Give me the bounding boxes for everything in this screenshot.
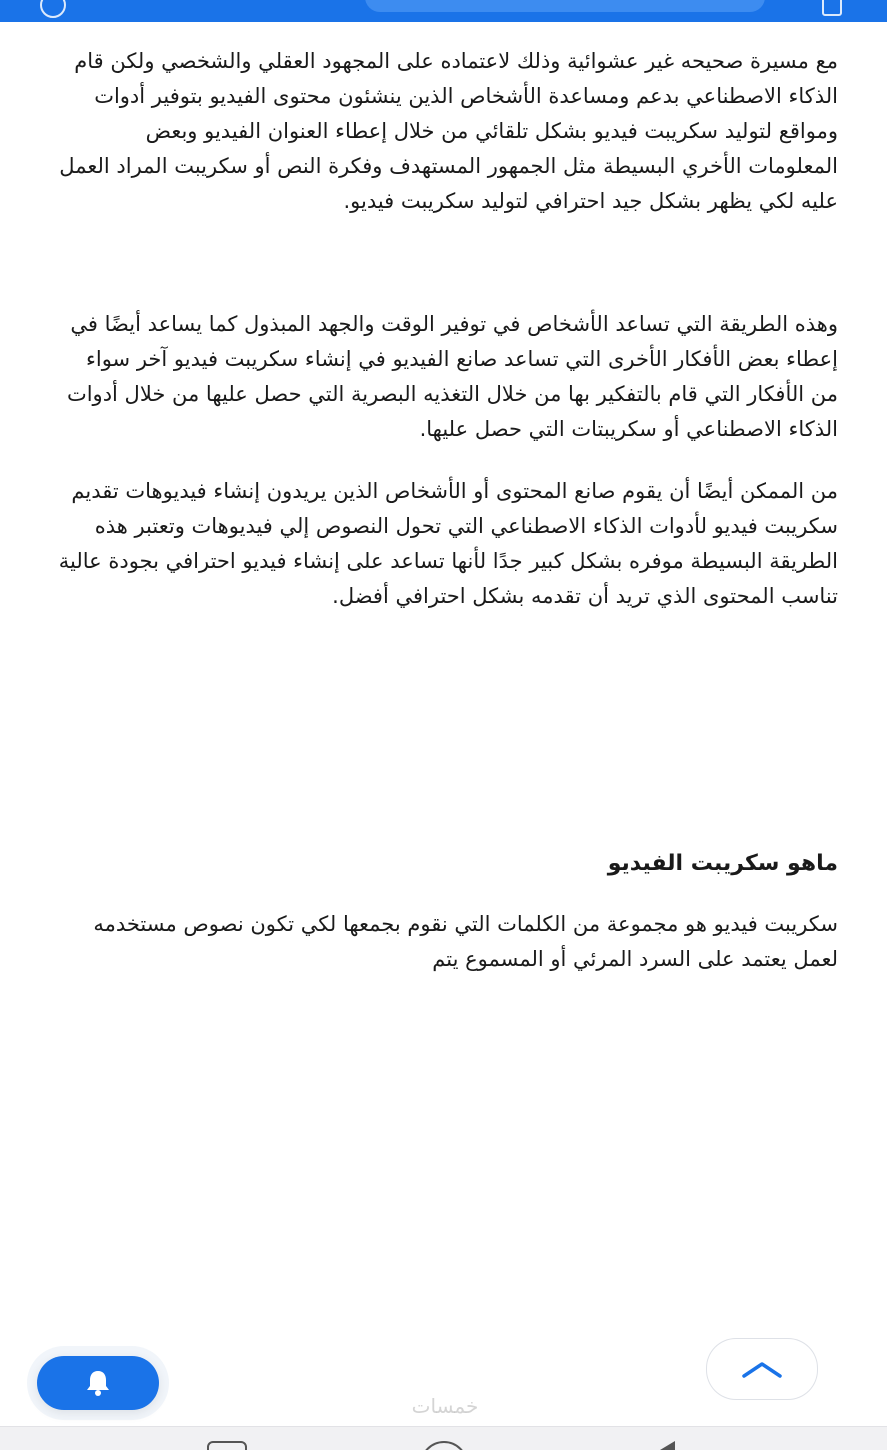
- article-paragraph: وهذه الطريقة التي تساعد الأشخاص في توفير الوقت والجهد المبذول كما يساعد أيضًا في إعطاء بعض الأفكار الأخرى التي تساعد صانع الفيديو في إنشاء سكريبت فيديو آخر سواء من الأفكار التي قام بالتفكير بها من خلال التغذيه البصرية التي حصل عليها من خلال أدوات الذكاء الاصطناعي أو سكريبتات التي حصل عليها.: [66, 312, 838, 441]
- bell-icon: [85, 1369, 111, 1397]
- account-icon[interactable]: [822, 0, 842, 16]
- article-body: [58, 44, 838, 977]
- watermark: خمسات: [411, 1394, 479, 1418]
- scroll-to-top-button[interactable]: [706, 1338, 818, 1400]
- system-navigation-bar: [0, 1426, 887, 1450]
- notification-button[interactable]: [37, 1356, 159, 1410]
- back-icon[interactable]: [645, 1441, 675, 1450]
- recents-icon[interactable]: [207, 1441, 247, 1450]
- top-app-bar: [0, 0, 887, 22]
- chevron-up-icon: [740, 1358, 784, 1380]
- menu-icon[interactable]: [40, 0, 66, 18]
- search-bar[interactable]: [365, 0, 765, 12]
- article-paragraph: مع مسيرة صحيحه غير عشوائية وذلك لاعتماده على المجهود العقلي والشخصي ولكن قام الذكاء الاصطناعي بدعم ومساعدة الأشخاص الذين ينشئون محتوى الفيديو بتوفير أدوات ومواقع لتوليد سكريبت فيديو بشكل تلقائي من خلال إعطاء العنوان الفيديو وبعض المعلومات الأخري البسيطة مثل الجمهور المستهدف وفكرة النص أو سكريبت المراد العمل عليه لكي يظهر بشكل جيد احترافي لتوليد سكريبت فيديو.: [59, 49, 838, 213]
- home-icon[interactable]: [420, 1441, 468, 1450]
- article-paragraph: سكريبت فيديو هو مجموعة من الكلمات التي نقوم بجمعها لكي تكون نصوص مستخدمه لعمل يعتمد على السرد المرئي أو المسموع يتم: [93, 912, 838, 971]
- section-heading: ماهو سكريبت الفيديو: [607, 851, 838, 876]
- article-paragraph: من الممكن أيضًا أن يقوم صانع المحتوى أو الأشخاص الذين يريدون إنشاء فيديوهات تقديم سكريبت فيديو لأدوات الذكاء الاصطناعي التي تحول النصوص إلي فيديوهات وتعتبر هذه الطريقة البسيطة موفره بشكل كبير جدًا لأنها تساعد على إنشاء فيديو احترافي بجودة عالية تناسب المحتوى الذي تريد أن تقدمه بشكل احترافي أفضل.: [58, 479, 838, 608]
